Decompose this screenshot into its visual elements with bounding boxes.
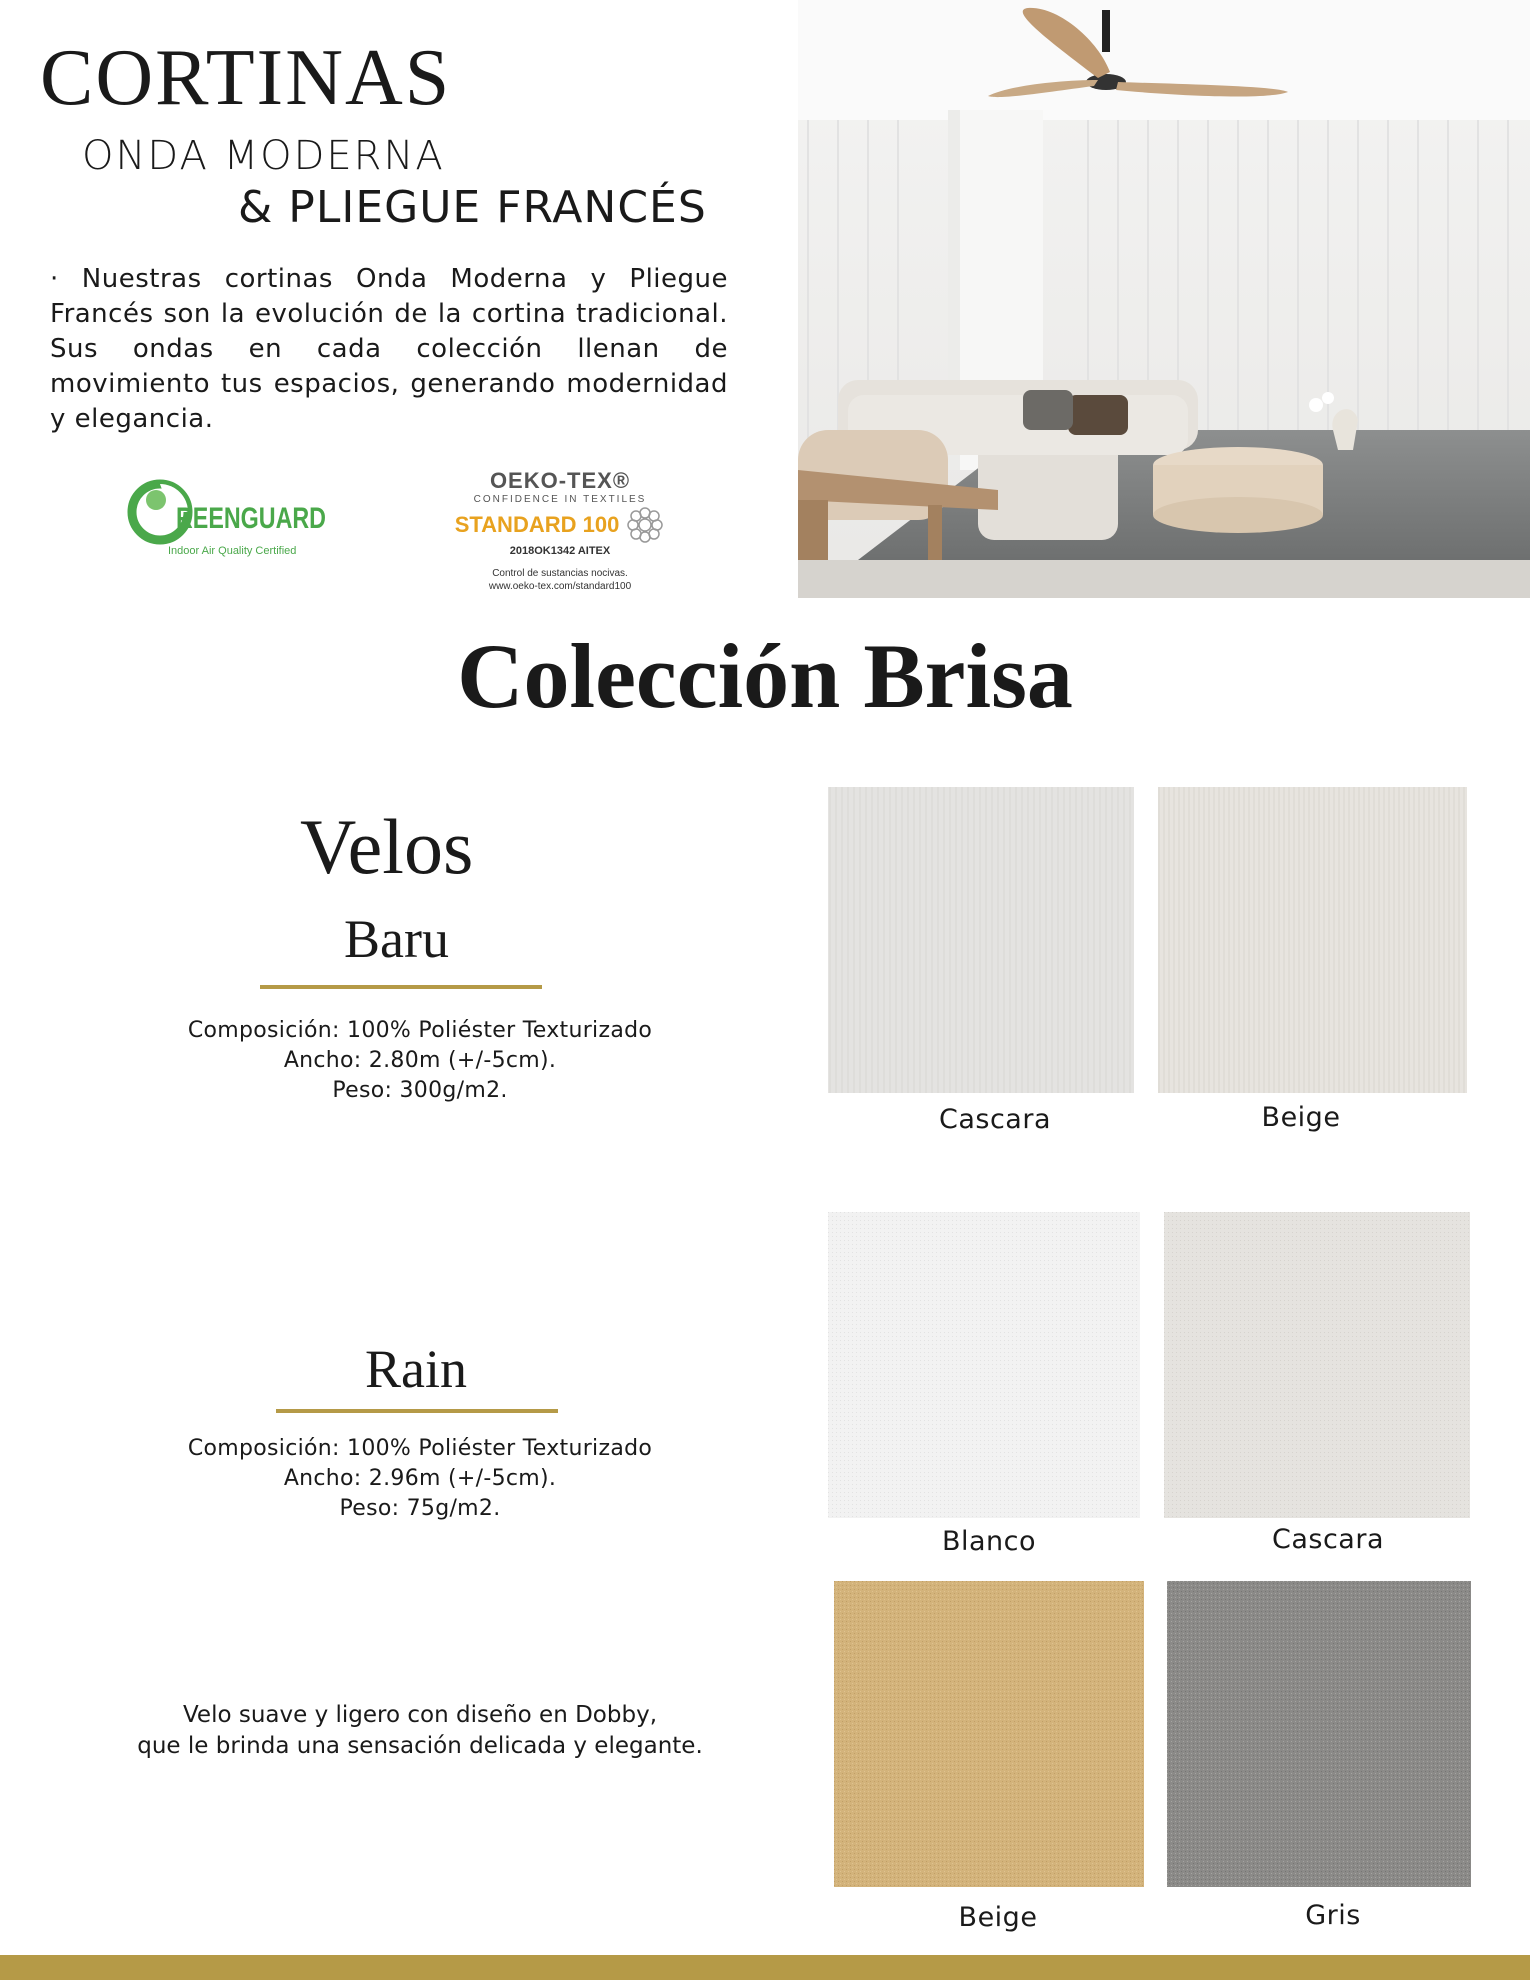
living-room-photo (798, 0, 1530, 598)
greenguard-name: REENGUARD (176, 502, 326, 535)
swatch-label-baru-cascara: Cascara (938, 1104, 1051, 1135)
product-name-baru: Baru (344, 909, 449, 969)
swatch-rain-cascara[interactable] (1164, 1212, 1470, 1518)
width-baru: Ancho: 2.80m (+/-5cm). (283, 1048, 557, 1073)
description-line-2: que le brinda una sensación delicada y elegante. (137, 1733, 703, 1759)
subtitle-onda-moderna: ONDA MODERNA (82, 133, 445, 179)
swatch-baru-beige[interactable] (1158, 787, 1467, 1093)
swatch-rain-gris[interactable] (1167, 1581, 1471, 1887)
divider-rain (276, 1409, 558, 1413)
swatch-label-rain-beige: Beige (958, 1902, 1038, 1933)
oekotex-logo (440, 468, 680, 598)
specs-baru (150, 1016, 690, 1106)
product-description (90, 1700, 750, 1762)
weight-baru: Peso: 300g/m2. (332, 1078, 508, 1103)
specs-rain (150, 1434, 690, 1524)
swatch-label-rain-cascara: Cascara (1271, 1524, 1384, 1555)
oekotex-note: Control de sustancias nocivas. (492, 568, 628, 579)
swatch-label-rain-gris: Gris (1305, 1900, 1361, 1931)
page-title: CORTINAS (40, 34, 452, 122)
oekotex-name: OEKO-TEX® (489, 468, 631, 493)
oekotex-url: www.oeko-tex.com/standard100 (488, 581, 632, 592)
description-line-1: Velo suave y ligero con diseño en Dobby, (182, 1702, 657, 1728)
swatch-label-baru-beige: Beige (1261, 1102, 1341, 1133)
oekotex-code: 2018OK1342 AITEX (509, 545, 611, 557)
oekotex-standard: STANDARD 100 (454, 512, 620, 537)
product-name-rain: Rain (365, 1339, 467, 1399)
swatch-rain-blanco[interactable] (828, 1212, 1140, 1518)
subtitle-pliegue-frances: & PLIEGUE FRANCÉS (238, 182, 707, 233)
width-rain: Ancho: 2.96m (+/-5cm). (283, 1466, 557, 1491)
swatch-baru-cascara[interactable] (828, 787, 1134, 1093)
oekotex-flower-icon (625, 505, 665, 545)
footer-bar (0, 1955, 1530, 1980)
weight-rain: Peso: 75g/m2. (339, 1496, 501, 1521)
section-title-velos: Velos (300, 803, 474, 890)
composition-rain: Composición: 100% Poliéster Texturizado (187, 1436, 653, 1461)
swatch-label-rain-blanco: Blanco (941, 1526, 1037, 1557)
oekotex-confidence: CONFIDENCE IN TEXTILES (473, 494, 647, 505)
divider-baru (260, 985, 542, 989)
collection-title: Colección Brisa (457, 625, 1073, 727)
greenguard-logo (130, 470, 340, 566)
greenguard-tagline: Indoor Air Quality Certified (168, 545, 297, 557)
intro-paragraph: · Nuestras cortinas Onda Moderna y Pliegue Francés son la evolución de la cortina tradicional. Sus ondas en cada colección llenan de movimiento tus espacios, generando modernidad y elegancia. (50, 264, 728, 434)
swatch-rain-beige[interactable] (834, 1581, 1144, 1887)
composition-baru: Composición: 100% Poliéster Texturizado (187, 1018, 653, 1043)
